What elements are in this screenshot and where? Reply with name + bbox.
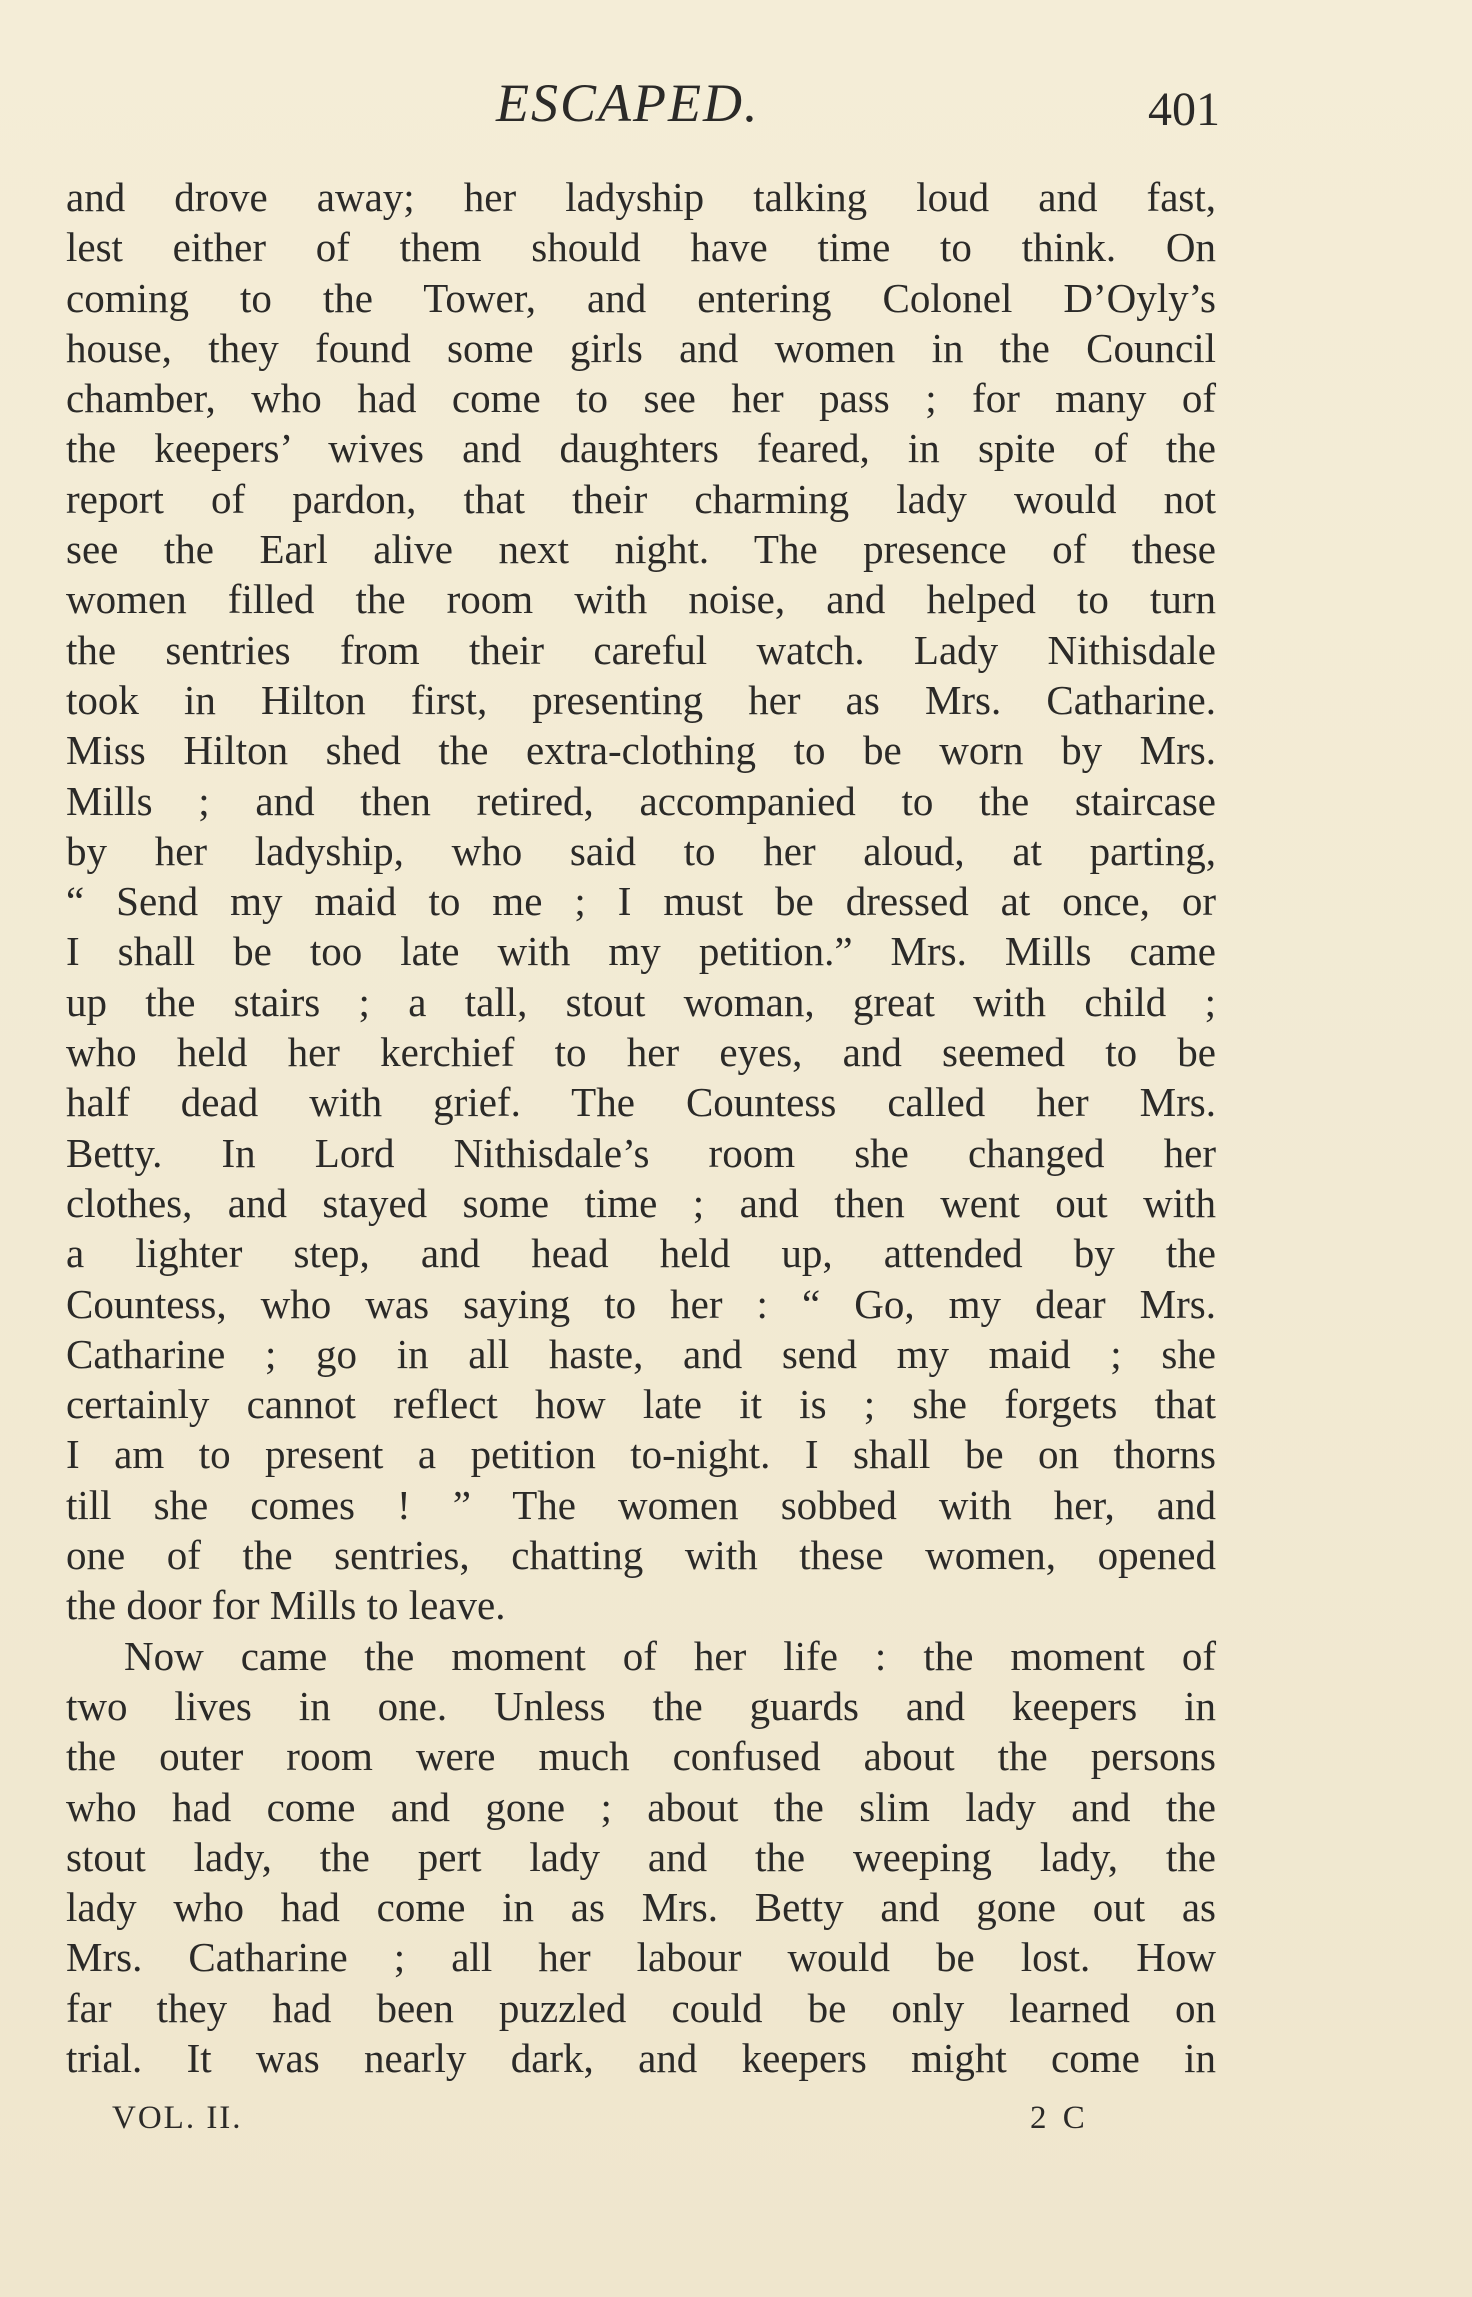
text-line: Mills ; and then retired, accompanied to the staircase xyxy=(66,777,1216,824)
text-line: till she comes ! ” The women sobbed with her, and xyxy=(66,1481,1216,1528)
text-line: Betty. In Lord Nithisdale’s room she changed her xyxy=(66,1129,1216,1176)
text-line: a lighter step, and head held up, attended by the xyxy=(66,1230,1216,1277)
text-line: two lives in one. Unless the guards and keepers in xyxy=(66,1682,1216,1729)
text-line: I am to present a petition to-night. I shall be on thorns xyxy=(66,1431,1216,1478)
text-line: the sentries from their careful watch. Lady Nithisdale xyxy=(66,626,1216,673)
body-text xyxy=(66,172,1216,2083)
text-line: took in Hilton first, presenting her as Mrs. Catharine. xyxy=(66,676,1216,723)
text-line: lady who had come in as Mrs. Betty and gone out as xyxy=(66,1884,1216,1931)
signature-mark: 2 C xyxy=(1030,2100,1089,2136)
text-line: trial. It was nearly dark, and keepers might come in xyxy=(66,2034,1216,2081)
text-line: the keepers’ wives and daughters feared, in spite of the xyxy=(66,425,1216,472)
running-head xyxy=(0,72,1472,142)
text-line: report of pardon, that their charming lady would not xyxy=(66,475,1216,522)
text-line: chamber, who had come to see her pass ; for many of xyxy=(66,375,1216,422)
page-footer xyxy=(0,2100,1472,2150)
text-line: “ Send my maid to me ; I must be dressed at once, or xyxy=(66,878,1216,925)
page-number: 401 xyxy=(1148,83,1220,136)
text-line: lest either of them should have time to think. On xyxy=(66,224,1216,271)
text-line: stout lady, the pert lady and the weeping lady, the xyxy=(66,1833,1216,1880)
text-line: see the Earl alive next night. The presence of these xyxy=(66,526,1216,573)
paragraph-1 xyxy=(66,172,1216,1631)
text-line: by her ladyship, who said to her aloud, at parting, xyxy=(66,827,1216,874)
text-line: Mrs. Catharine ; all her labour would be lost. How xyxy=(66,1934,1216,1981)
text-line: half dead with grief. The Countess called her Mrs. xyxy=(66,1079,1216,1126)
running-title: ESCAPED. xyxy=(496,73,760,133)
text-line: up the stairs ; a tall, stout woman, great with child ; xyxy=(66,978,1216,1025)
text-line: Catharine ; go in all haste, and send my maid ; she xyxy=(66,1330,1216,1377)
text-line: who had come and gone ; about the slim lady and the xyxy=(66,1783,1216,1830)
text-line: one of the sentries, chatting with these women, opened xyxy=(66,1532,1216,1579)
text-line: women filled the room with noise, and helped to turn xyxy=(66,576,1216,623)
text-line: the door for Mills to leave. xyxy=(66,1582,506,1629)
text-line: clothes, and stayed some time ; and then went out with xyxy=(66,1179,1216,1226)
text-line: coming to the Tower, and entering Colonel D’Oyly’s xyxy=(66,274,1216,321)
text-line: far they had been puzzled could be only learned on xyxy=(66,1984,1216,2031)
text-line: I shall be too late with my petition.” Mrs. Mills came xyxy=(66,928,1216,975)
text-line: certainly cannot reflect how late it is ; she forgets that xyxy=(66,1381,1216,1428)
volume-mark: VOL. II. xyxy=(112,2100,243,2136)
text-line: the outer room were much confused about the persons xyxy=(66,1733,1216,1780)
text-line: Countess, who was saying to her : “ Go, my dear Mrs. xyxy=(66,1280,1216,1327)
text-line: who held her kerchief to her eyes, and seemed to be xyxy=(66,1029,1216,1076)
text-line: Now came the moment of her life : the moment of xyxy=(124,1632,1216,1679)
text-line: house, they found some girls and women in the Council xyxy=(66,324,1216,371)
text-line: and drove away; her ladyship talking loud and fast, xyxy=(66,174,1216,220)
paragraph-2 xyxy=(66,1631,1216,2084)
text-line: Miss Hilton shed the extra-clothing to be worn by Mrs. xyxy=(66,727,1216,774)
